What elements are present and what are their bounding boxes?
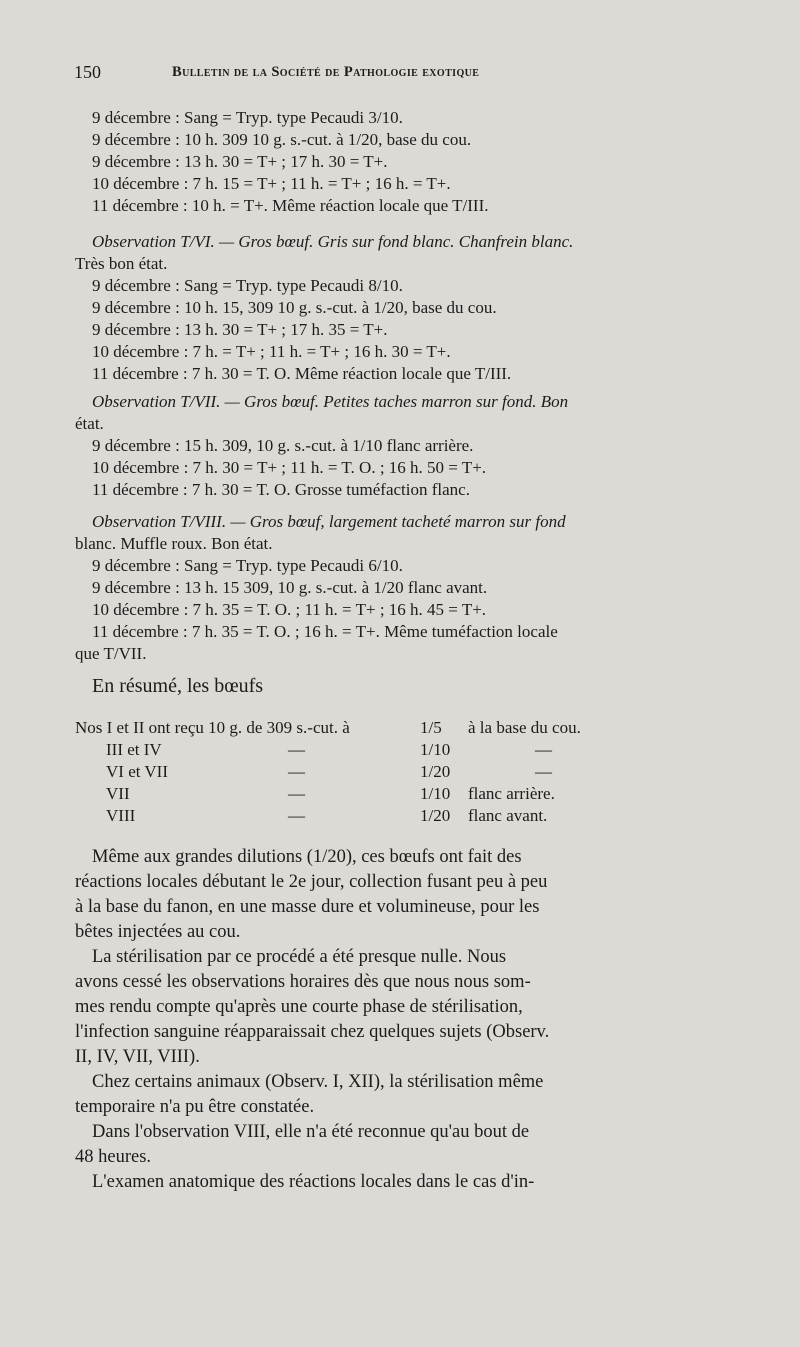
paragraph-line: mes rendu compte qu'après une courte phase de stérilisation, xyxy=(75,997,523,1017)
table-cell-site: — xyxy=(535,740,552,759)
table-cell-site: à la base du cou. xyxy=(468,718,581,737)
table-cell-dilution: 1/10 xyxy=(420,784,451,803)
table-cell-dilution: 1/10 xyxy=(420,740,451,759)
obs-line: que T/VII. xyxy=(75,644,147,663)
table-cell-nums: VI et VII xyxy=(106,762,168,781)
observation-heading: Observation T/VI. — Gros bœuf. Gris sur fond blanc. Chanfrein blanc. xyxy=(92,232,574,251)
table-cell-dilution: 1/20 xyxy=(420,762,451,781)
table-cell-dash: — xyxy=(288,740,305,759)
paragraph-line: avons cessé les observations horaires dès que nous nous som- xyxy=(75,972,531,992)
table-cell-site: flanc avant. xyxy=(468,806,548,825)
paragraph-line: réactions locales débutant le 2e jour, collection fusant peu à peu xyxy=(75,872,548,892)
paragraph-line: temporaire n'a pu être constatée. xyxy=(75,1097,315,1117)
paragraph-line: Même aux grandes dilutions (1/20), ces bœufs ont fait des xyxy=(92,847,522,867)
obs-line: blanc. Muffle roux. Bon état. xyxy=(75,534,273,553)
observation-heading: Observation T/VIII. — Gros bœuf, largement tacheté marron sur fond xyxy=(92,512,566,531)
table-cell-dash: — xyxy=(288,806,305,825)
paragraph-line: La stérilisation par ce procédé a été presque nulle. Nous xyxy=(92,947,507,967)
obs-line: 10 décembre : 7 h. 30 = T+ ; 11 h. = T. O. ; 16 h. 50 = T+. xyxy=(92,458,487,477)
table-cell-nums: VII xyxy=(106,784,130,803)
paragraph-line: II, IV, VII, VIII). xyxy=(75,1047,200,1067)
table-cell-dilution: 1/5 xyxy=(420,718,442,737)
obs-line: 9 décembre : 13 h. 30 = T+ ; 17 h. 30 = T+. xyxy=(92,152,388,171)
obs-line: 9 décembre : 10 h. 309 10 g. s.-cut. à 1/20, base du cou. xyxy=(92,130,472,149)
paragraph-line: l'infection sanguine réapparaissait chez quelques sujets (Observ. xyxy=(75,1022,550,1042)
obs-line: 10 décembre : 7 h. 15 = T+ ; 11 h. = T+ ; 16 h. = T+. xyxy=(92,174,451,193)
table-row xyxy=(75,718,350,738)
running-header xyxy=(74,62,714,86)
paragraph-line: Dans l'observation VIII, elle n'a été reconnue qu'au bout de xyxy=(92,1122,530,1142)
summary-title: En résumé, les bœufs xyxy=(92,675,264,697)
table-cell-nums: VIII xyxy=(106,806,136,825)
obs-line: 11 décembre : 7 h. 30 = T. O. Grosse tuméfaction flanc. xyxy=(92,480,470,499)
table-cell-nums: III et IV xyxy=(106,740,162,759)
table-cell-site: — xyxy=(535,762,552,781)
table-cell-dilution: 1/20 xyxy=(420,806,451,825)
obs-line: Très bon état. xyxy=(75,254,168,273)
obs-line: 9 décembre : Sang = Tryp. type Pecaudi 8/10. xyxy=(92,276,403,295)
obs-line: 9 décembre : Sang = Tryp. type Pecaudi 6/10. xyxy=(92,556,403,575)
obs-line: 10 décembre : 7 h. 35 = T. O. ; 11 h. = T+ ; 16 h. 45 = T+. xyxy=(92,600,487,619)
journal-title: Bulletin de la Société de Pathologie exotique xyxy=(172,64,480,80)
table-cell-dash: — xyxy=(288,762,305,781)
paragraph-line: à la base du fanon, en une masse dure et volumineuse, pour les xyxy=(75,897,540,917)
obs-line: 11 décembre : 7 h. 30 = T. O. Même réaction locale que T/III. xyxy=(92,364,512,383)
table-cell-site: flanc arrière. xyxy=(468,784,555,803)
obs-line: 10 décembre : 7 h. = T+ ; 11 h. = T+ ; 16 h. 30 = T+. xyxy=(92,342,451,361)
paragraph-line: 48 heures. xyxy=(75,1147,152,1167)
observation-heading: Observation T/VII. — Gros bœuf. Petites taches marron sur fond. Bon xyxy=(92,392,569,411)
obs-line: 9 décembre : Sang = Tryp. type Pecaudi 3/10. xyxy=(92,108,403,127)
paragraph-line: L'examen anatomique des réactions locales dans le cas d'in- xyxy=(92,1172,535,1192)
table-cell-dash: — xyxy=(288,784,305,803)
obs-line: 9 décembre : 15 h. 309, 10 g. s.-cut. à 1/10 flanc arrière. xyxy=(92,436,474,455)
paragraph-line: Chez certains animaux (Observ. I, XII), la stérilisation même xyxy=(92,1072,544,1092)
obs-line: état. xyxy=(75,414,104,433)
table-cell-nums: Nos I et II ont reçu 10 g. de 309 s.-cut. à xyxy=(75,718,350,737)
obs-line: 9 décembre : 13 h. 15 309, 10 g. s.-cut. à 1/20 flanc avant. xyxy=(92,578,488,597)
obs-line: 11 décembre : 7 h. 35 = T. O. ; 16 h. = T+. Même tuméfaction locale xyxy=(92,622,558,641)
paragraph-line: bêtes injectées au cou. xyxy=(75,922,241,942)
page-number: 150 xyxy=(74,62,101,82)
obs-line: 11 décembre : 10 h. = T+. Même réaction locale que T/III. xyxy=(92,196,489,215)
obs-line: 9 décembre : 10 h. 15, 309 10 g. s.-cut. à 1/20, base du cou. xyxy=(92,298,497,317)
obs-line: 9 décembre : 13 h. 30 = T+ ; 17 h. 35 = T+. xyxy=(92,320,388,339)
